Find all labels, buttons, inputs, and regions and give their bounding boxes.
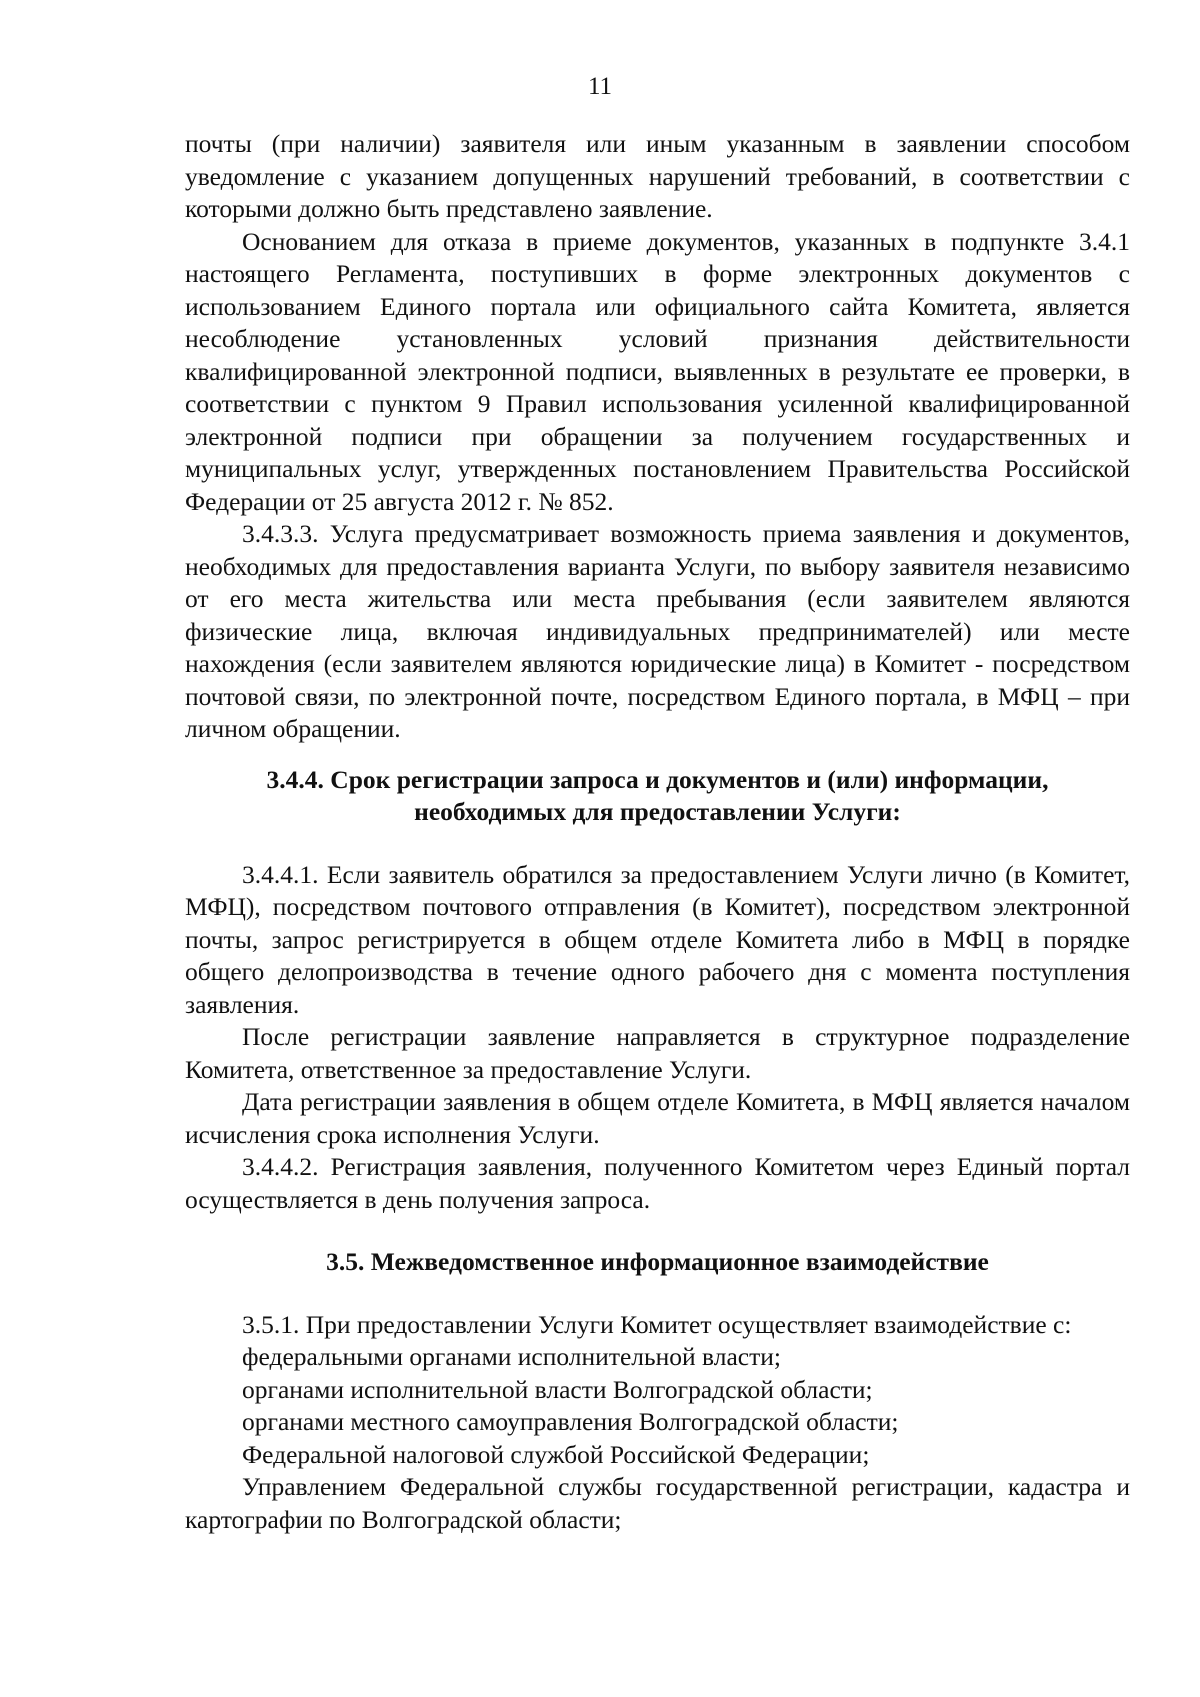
paragraph-3-4-3-3: 3.4.3.3. Услуга предусматривает возможность приема заявления и документов, необходимых для предоставления варианта Услуги, по выбору заявителя независимо от его места жительства или места пребывания (если заявителем являются физические лица, включая индивидуальных предпринимателей) или месте нахождения (если заявителем являются юридические лица) в Комитет - посредством почтовой связи, по электронной почте, посредством Единого портала, в МФЦ – при личном обращении.: [185, 519, 1130, 743]
paragraph-3-4-4-1: 3.4.4.1. Если заявитель обратился за предоставлением Услуги лично (в Комитет, МФЦ), посредством почтового отправления (в Комитет), посредством электронной почты, запрос регистрируется в общем отделе Комитета либо в МФЦ в порядке общего делопроизводства в течение одного рабочего дня с момента поступления заявления.: [185, 859, 1130, 1019]
paragraph-3-4-4-2: 3.4.4.2. Регистрация заявления, полученного Комитетом через Единый портал осуществляется в день получения запроса.: [185, 1152, 1130, 1214]
section-heading-3-4-4-line2: необходимых для предоставлении Услуги:: [414, 797, 901, 826]
paragraph-notice-continuation: почты (при наличии) заявителя или иным указанным в заявлении способом уведомление с указанием допущенных нарушений требований, в соответствии с которыми должно быть представлено заявление.: [185, 129, 1130, 223]
list-item: Управлением Федеральной службы государственной регистрации, кадастра и картографии по Волгоградской области;: [185, 1472, 1130, 1534]
paragraph-registration-date: Дата регистрации заявления в общем отделе Комитета, в МФЦ является началом исчисления срока исполнения Услуги.: [185, 1087, 1130, 1149]
paragraph-registration-routing: После регистрации заявление направляется в структурное подразделение Комитета, ответственное за предоставление Услуги.: [185, 1022, 1130, 1084]
section-3-5: [185, 1246, 1130, 1536]
list-item: органами местного самоуправления Волгоградской области;: [242, 1407, 899, 1436]
document-body: [185, 128, 1130, 1536]
list-item: Федеральной налоговой службой Российской Федерации;: [242, 1439, 870, 1469]
section-heading-3-4-4-line1: 3.4.4. Срок регистрации запроса и документов и (или) информации,: [266, 764, 1049, 794]
paragraph-3-5-1: 3.5.1. При предоставлении Услуги Комитет осуществляет взаимодействие с:: [242, 1309, 1072, 1339]
section-heading-3-5: 3.5. Межведомственное информационное взаимодействие: [326, 1247, 989, 1276]
section-3-4-4: [185, 764, 1130, 1217]
page-number: 11: [587, 73, 613, 100]
paragraph-refusal-grounds: Основанием для отказа в приеме документов, указанных в подпункте 3.4.1 настоящего Регламента, поступивших в форме электронных документов с использованием Единого портала или официального сайта Комитета, является несоблюдение установленных условий признания действительности квалифицированной электронной подписи, выявленных в результате ее проверки, в соответствии с пунктом 9 Правил использования усиленной квалифицированной электронной подписи при обращении за получением государственных и муниципальных услуг, утвержденных постановлением Правительства Российской Федерации от 25 августа 2012 г. № 852.: [185, 226, 1130, 516]
list-item: федеральными органами исполнительной власти;: [242, 1342, 781, 1371]
list-item: органами исполнительной власти Волгоградской области;: [242, 1374, 873, 1404]
